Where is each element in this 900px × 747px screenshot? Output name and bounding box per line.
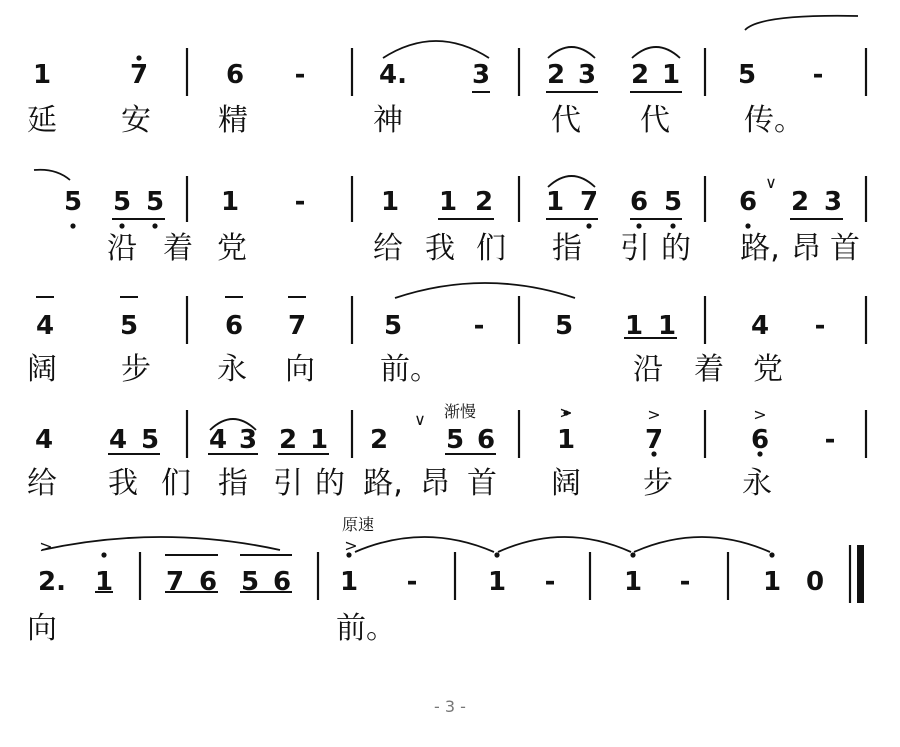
note: 6 <box>476 425 496 455</box>
note: 1 <box>545 187 565 217</box>
lyric: 安 <box>121 103 151 138</box>
octave-dot <box>586 223 591 228</box>
note: 1 <box>438 187 458 217</box>
lyric: 步 <box>643 466 673 501</box>
lyric: 的 <box>315 466 345 501</box>
slur <box>632 47 680 58</box>
note: 7 <box>129 60 149 90</box>
note: 3 <box>577 60 597 90</box>
lyric: 阔 <box>551 466 581 501</box>
final-barline <box>857 545 864 603</box>
lyric: 沿 <box>633 352 663 387</box>
note: 1 <box>380 187 400 217</box>
note: 3 <box>471 60 491 90</box>
lyric: 指 <box>552 231 582 266</box>
page-number: - 3 - <box>434 697 466 716</box>
lyric: 昂 <box>791 231 821 266</box>
note: 1 <box>623 567 643 597</box>
note: 7 <box>644 425 664 455</box>
slur <box>548 176 595 187</box>
lyric: 步 <box>121 352 151 387</box>
lyric: 我 <box>425 231 455 266</box>
lyric: 引 <box>273 466 303 501</box>
lyric: 引 <box>620 231 650 266</box>
note: 6 <box>272 567 292 597</box>
note: 0 <box>805 567 825 597</box>
lyric: 路, <box>740 231 780 266</box>
note: 7 <box>165 567 185 597</box>
accent-mark: > <box>39 537 53 556</box>
note: 1 <box>487 567 507 597</box>
lyric: 传。 <box>744 103 804 138</box>
lyric: 延 <box>27 103 57 138</box>
slur <box>42 537 280 550</box>
note: 4 <box>208 425 228 455</box>
octave-dot <box>101 552 106 557</box>
a-tempo-marking: 原速 <box>342 515 375 534</box>
note: 1 <box>624 311 644 341</box>
note: 6 <box>750 425 770 455</box>
lyric: 指 <box>218 466 248 501</box>
note: 3 <box>823 187 843 217</box>
lyric: 首 <box>830 231 860 266</box>
note: 5 <box>119 311 139 341</box>
note: 5 <box>240 567 260 597</box>
note: 1 <box>657 311 677 341</box>
octave-dot <box>769 552 774 557</box>
lyric: 们 <box>476 231 506 266</box>
note: 2 <box>369 425 389 455</box>
note: 7 <box>287 311 307 341</box>
note: - <box>294 60 306 90</box>
lyric: 党 <box>753 352 783 387</box>
note: 5 <box>112 187 132 217</box>
note: 1 <box>94 567 114 597</box>
note: 4 <box>750 311 770 341</box>
octave-dot <box>636 223 641 228</box>
slow-down-marking: 渐慢 <box>444 402 477 421</box>
lyric: 着 <box>163 231 193 266</box>
note: 2 <box>546 60 566 90</box>
note: - <box>294 187 306 217</box>
note: 5 <box>737 60 757 90</box>
note: - <box>473 311 485 341</box>
lyric: 神 <box>373 103 403 138</box>
note: - <box>812 60 824 90</box>
breath-mark: ∨ <box>414 410 426 429</box>
octave-dot <box>670 223 675 228</box>
lyric: 们 <box>161 466 191 501</box>
note: 1 <box>220 187 240 217</box>
underlines <box>36 92 843 592</box>
octave-dot <box>152 223 157 228</box>
note: - <box>814 311 826 341</box>
lyric: 我 <box>108 466 138 501</box>
lyric: 阔 <box>27 352 57 387</box>
note: 5 <box>554 311 574 341</box>
octave-dot <box>119 223 124 228</box>
lyric: 精 <box>218 103 248 138</box>
breath-mark: ∨ <box>765 173 777 192</box>
slur <box>548 47 595 58</box>
note: 5 <box>445 425 465 455</box>
lyric: 向 <box>285 352 315 387</box>
note: 2 <box>278 425 298 455</box>
lyric: 路, <box>363 466 403 501</box>
slur <box>395 283 575 298</box>
lyric: 代 <box>640 103 670 138</box>
note: 1 <box>339 567 359 597</box>
slur <box>34 170 70 180</box>
slur <box>634 537 770 552</box>
lyric: 给 <box>373 231 403 266</box>
lyric: 着 <box>694 352 724 387</box>
lyric: 沿 <box>107 231 137 266</box>
note: 1 <box>661 60 681 90</box>
note: 2 <box>630 60 650 90</box>
note: 1 <box>556 425 576 455</box>
note: 5 <box>145 187 165 217</box>
lyric: 前。 <box>380 352 440 387</box>
note: 2 <box>790 187 810 217</box>
note: 7 <box>579 187 599 217</box>
note: 5 <box>140 425 160 455</box>
accent-mark: > <box>344 536 358 555</box>
note: 3 <box>238 425 258 455</box>
lyric: 向 <box>27 611 57 646</box>
note: 4 <box>34 425 54 455</box>
note: 6 <box>738 187 758 217</box>
note: 6 <box>225 60 245 90</box>
note: 4 <box>108 425 128 455</box>
accent-mark: > <box>647 405 661 424</box>
lyric: 给 <box>27 466 57 501</box>
accent-mark: > <box>753 405 767 424</box>
slur <box>383 41 489 58</box>
lyric: 党 <box>217 231 247 266</box>
note: 4 <box>35 311 55 341</box>
note: 6 <box>198 567 218 597</box>
lyric: 昂 <box>420 466 450 501</box>
note: 1 <box>32 60 52 90</box>
note: 1 <box>762 567 782 597</box>
slur <box>355 537 494 552</box>
note: - <box>824 425 836 455</box>
octave-dot <box>494 552 499 557</box>
slur <box>745 16 858 30</box>
octave-dot <box>745 223 750 228</box>
note: - <box>406 567 418 597</box>
note: - <box>544 567 556 597</box>
lyric: 永 <box>217 352 247 387</box>
lyric: 的 <box>661 231 691 266</box>
note: 2. <box>38 567 66 597</box>
note: 5 <box>63 187 83 217</box>
lyric: 代 <box>551 103 581 138</box>
lyric: 前。 <box>336 611 396 646</box>
note: 1 <box>309 425 329 455</box>
octave-dot <box>70 223 75 228</box>
note: 6 <box>629 187 649 217</box>
lyric: 首 <box>467 466 497 501</box>
note: 6 <box>224 311 244 341</box>
accent-mark: > <box>559 403 573 422</box>
note: 4. <box>379 60 407 90</box>
slur <box>498 537 631 552</box>
note: - <box>679 567 691 597</box>
octave-dot <box>630 552 635 557</box>
note: 5 <box>663 187 683 217</box>
note: 5 <box>383 311 403 341</box>
lyric: 永 <box>742 466 772 501</box>
note: 2 <box>474 187 494 217</box>
